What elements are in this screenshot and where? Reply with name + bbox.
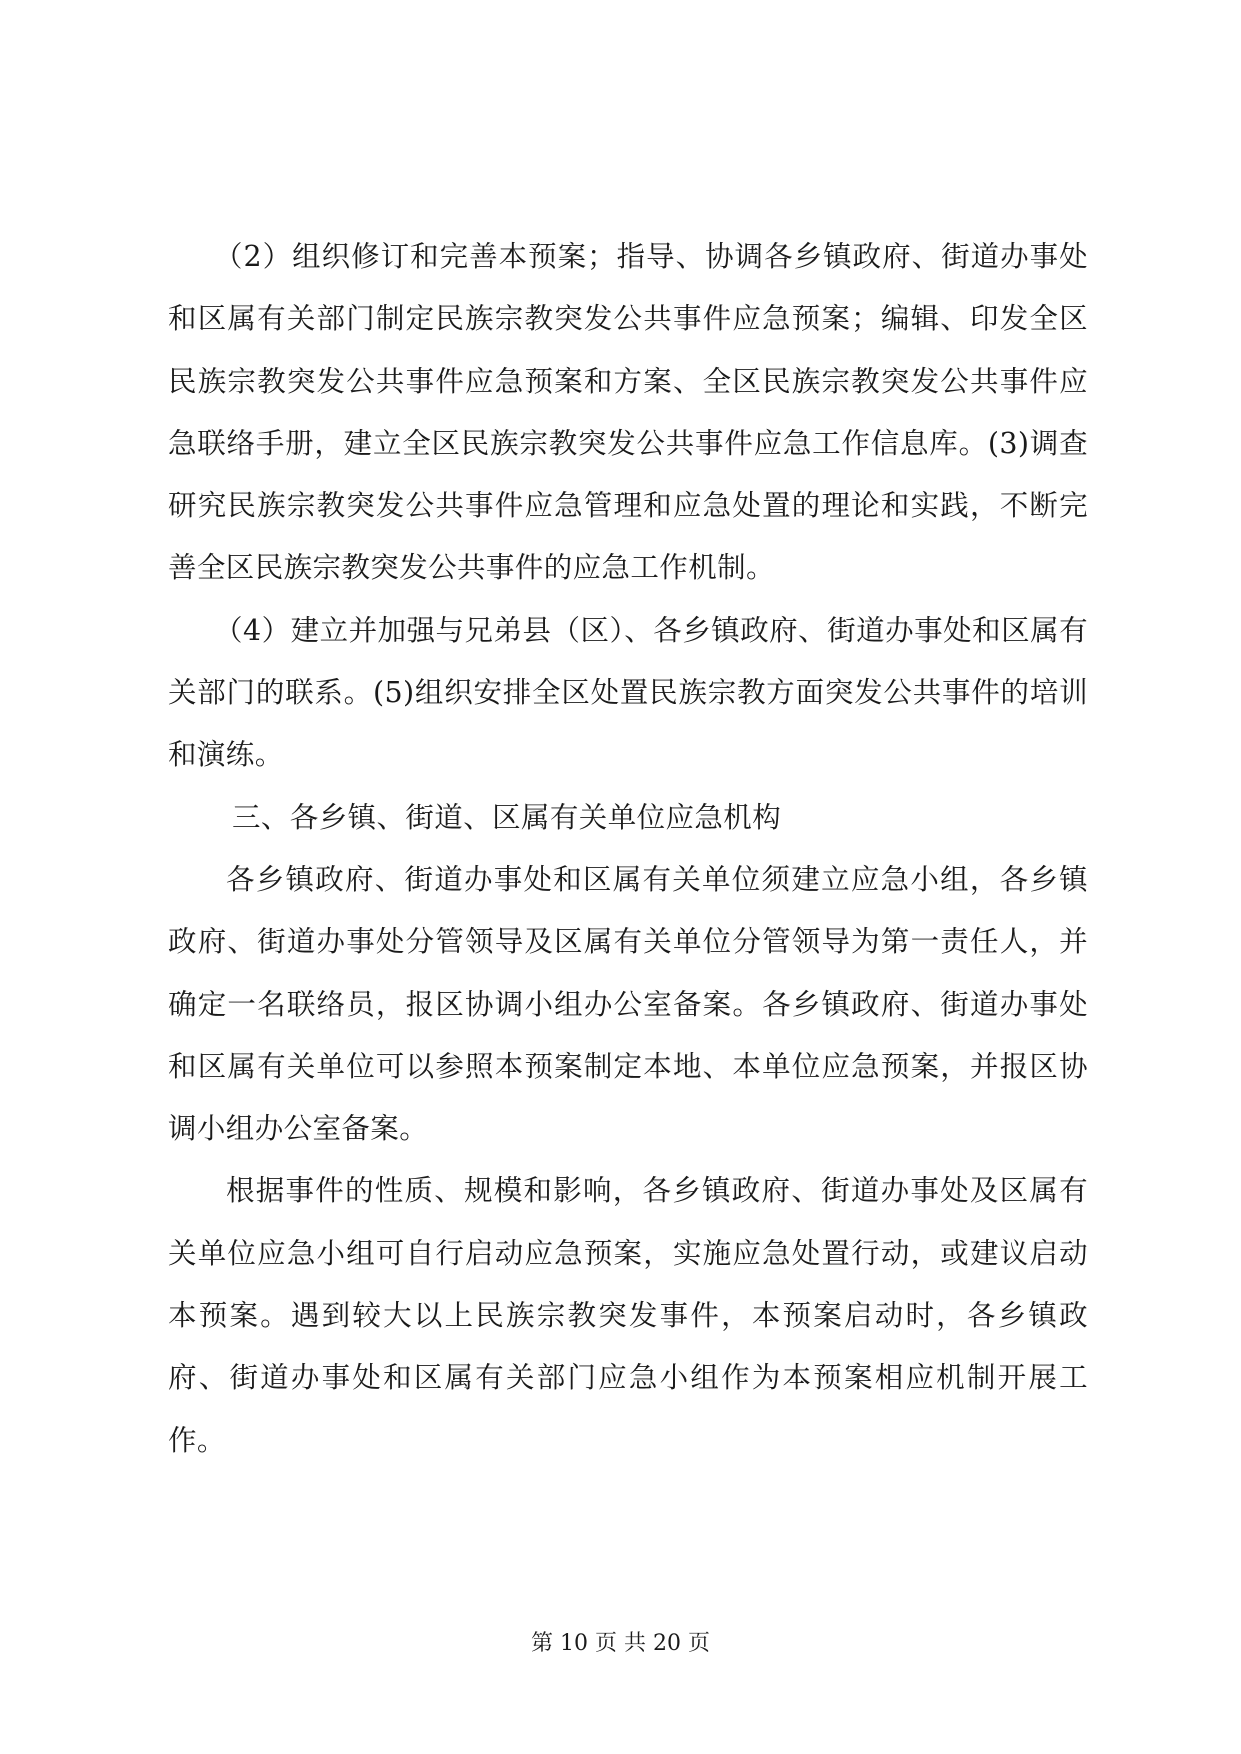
section-heading: 三、各乡镇、街道、区属有关单位应急机构	[232, 800, 782, 834]
paragraph-duties-2-3: （2）组织修订和完善本预案；指导、协调各乡镇政府、街道办事处和区属有关部门制定民族宗教突发公共事件应急预案；编辑、印发全区民族宗教突发公共事件应急预案和方案、全区民族宗教突发公共事件应急联络手册，建立全区民族宗教突发公共事件应急工作信息库。(3)调查研究民族宗教突发公共事件应急管理和应急处置的理论和实践，不断完善全区民族宗教突发公共事件的应急工作机制。	[168, 240, 1088, 585]
document-body	[168, 226, 1088, 1472]
page-number-footer: 第 10 页 共 20 页	[531, 1631, 710, 1656]
paragraph-plan-activation: 根据事件的性质、规模和影响，各乡镇政府、街道办事处及区属有关单位应急小组可自行启动应急预案，实施应急处置行动，或建议启动本预案。遇到较大以上民族宗教突发事件，本预案启动时，各乡镇政府、街道办事处和区属有关部门应急小组作为本预案相应机制开展工作。	[168, 1174, 1088, 1457]
paragraph-emergency-groups: 各乡镇政府、街道办事处和区属有关单位须建立应急小组，各乡镇政府、街道办事处分管领导及区属有关单位分管领导为第一责任人，并确定一名联络员，报区协调小组办公室备案。各乡镇政府、街道办事处和区属有关单位可以参照本预案制定本地、本单位应急预案，并报区协调小组办公室备案。	[168, 862, 1088, 1146]
paragraph-duties-4-5: （4）建立并加强与兄弟县（区）、各乡镇政府、街道办事处和区属有关部门的联系。(5)组织安排全区处置民族宗教方面突发公共事件的培训和演练。	[168, 613, 1088, 772]
